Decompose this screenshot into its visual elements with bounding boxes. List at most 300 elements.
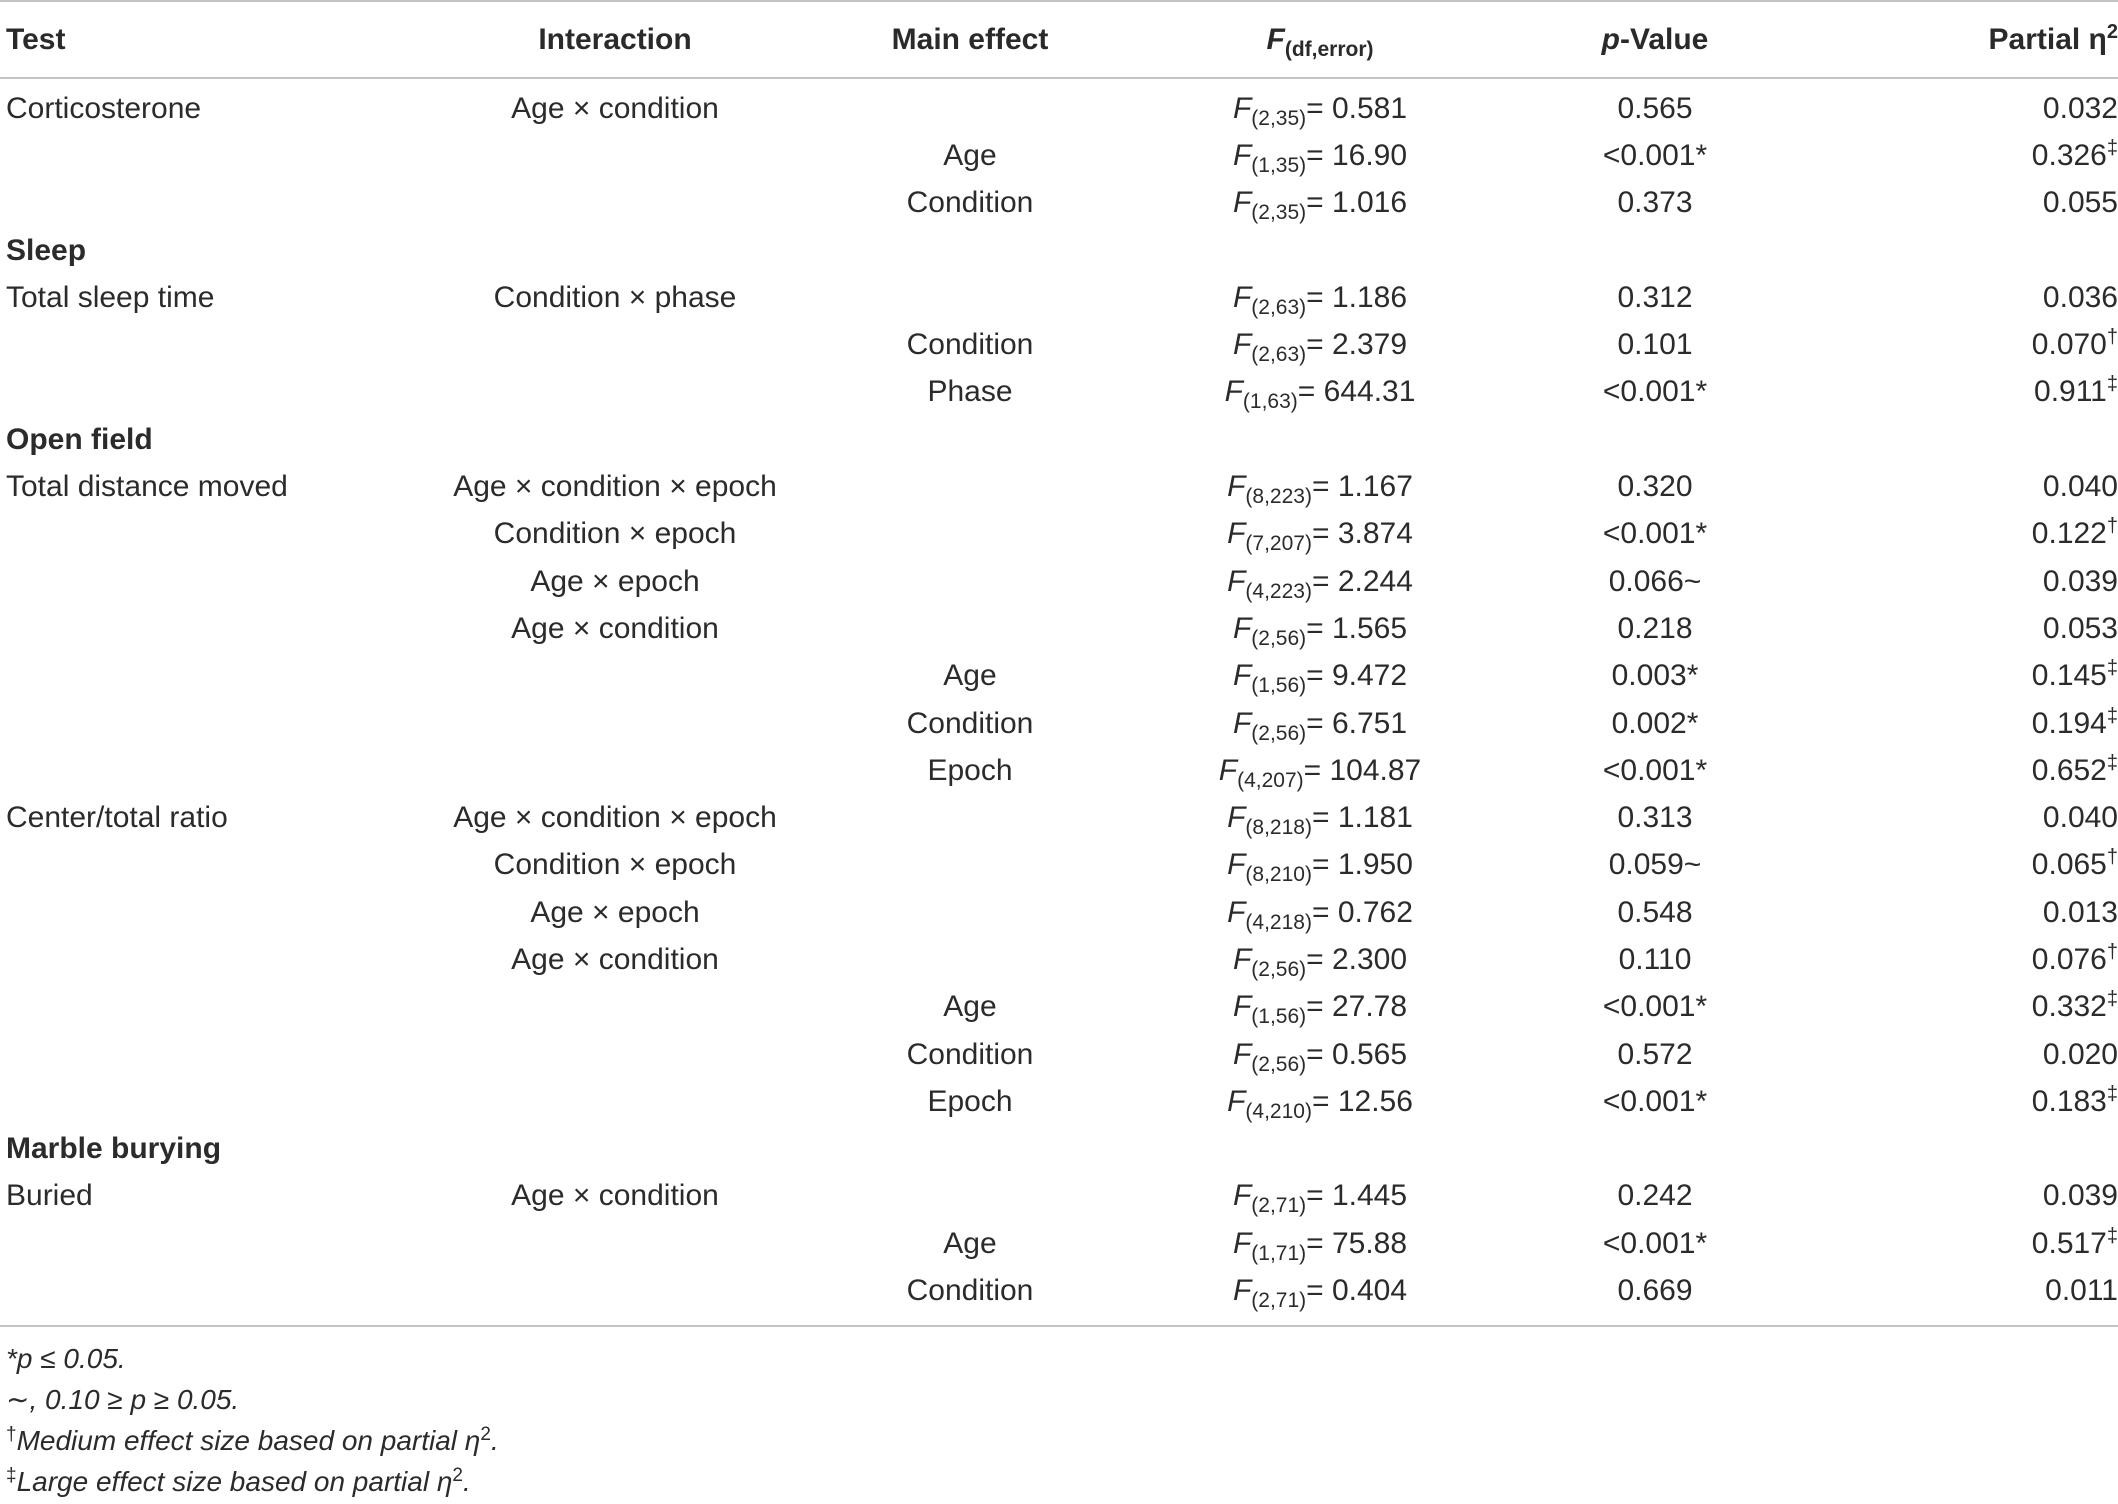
cell-interaction: Age × condition (511, 942, 719, 976)
f-letter: F (1227, 801, 1246, 835)
cell-p-value: 0.548 (1617, 895, 1693, 929)
cell-test (0, 511, 440, 558)
f-df-subscript: (2,56) (1251, 1052, 1307, 1076)
f-letter: F (1227, 1084, 1246, 1118)
cell-test (0, 1220, 440, 1267)
eta-value: 0.332 (2031, 990, 2107, 1024)
cell-partial-eta (1820, 132, 2118, 179)
cell-partial-eta (1820, 1173, 2118, 1220)
header-p-value (1490, 1, 1820, 78)
cell-p-value: <0.001* (1602, 1084, 1708, 1118)
eta-effect-mark: ‡ (2106, 657, 2118, 680)
footnote-end: . (490, 1425, 499, 1456)
cell-partial-eta (1820, 842, 2118, 889)
footnote (6, 1422, 499, 1463)
cell-p-value: <0.001* (1602, 138, 1708, 172)
f-value: = 27.78 (1306, 990, 1408, 1024)
f-df-subscript: (2,71) (1251, 1194, 1307, 1218)
cell-f-statistic (1150, 180, 1490, 227)
table-row (0, 700, 2118, 747)
cell-p-value: 0.218 (1617, 611, 1693, 645)
section-title: Sleep (6, 233, 87, 267)
cell-partial-eta (1820, 1078, 2118, 1125)
f-value: = 3.874 (1311, 517, 1413, 551)
cell-test (0, 321, 440, 368)
cell-partial-eta (1820, 1220, 2118, 1267)
section-title: Marble burying (6, 1132, 222, 1166)
cell-f-statistic (1150, 274, 1490, 321)
cell-p-value: 0.320 (1617, 470, 1693, 504)
cell-p-value: 0.373 (1617, 186, 1693, 220)
table-row (0, 78, 2118, 132)
cell-f-statistic (1150, 369, 1490, 416)
cell-partial-eta (1820, 463, 2118, 510)
eta-value: 0.070 (2031, 328, 2107, 362)
eta-effect-mark: ‡ (2106, 373, 2118, 396)
f-value: = 75.88 (1306, 1226, 1408, 1260)
cell-main-effect: Condition (906, 328, 1034, 362)
header-partial-label: Partial η (1988, 22, 2107, 56)
cell-main-effect (790, 842, 1150, 889)
f-df-subscript: (1,56) (1251, 674, 1307, 698)
cell-p-value: 0.565 (1617, 91, 1693, 125)
cell-partial-eta (1820, 1267, 2118, 1325)
cell-test (0, 369, 440, 416)
table-row (0, 463, 2118, 510)
cell-f-statistic (1150, 794, 1490, 841)
cell-main-effect: Phase (927, 375, 1013, 409)
f-letter: F (1224, 375, 1243, 409)
cell-p-value: 0.242 (1617, 1179, 1693, 1213)
eta-value: 0.039 (2042, 1179, 2118, 1213)
table-row (0, 984, 2118, 1031)
cell-partial-eta (1820, 511, 2118, 558)
cell-main-effect: Epoch (927, 753, 1013, 787)
cell-partial-eta (1820, 653, 2118, 700)
cell-f-statistic (1150, 1173, 1490, 1220)
cell-interaction: Age × condition × epoch (453, 801, 777, 835)
eta-effect-mark: † (2106, 940, 2118, 963)
f-value: = 104.87 (1303, 753, 1422, 787)
f-value: = 0.581 (1306, 91, 1408, 125)
table-row (0, 653, 2118, 700)
footnote-mark: ‡ (6, 1465, 17, 1486)
cell-test (0, 889, 440, 936)
f-df-subscript: (8,218) (1245, 816, 1312, 840)
footnote-end: . (462, 1466, 471, 1497)
table-row (0, 274, 2118, 321)
empty-cell (790, 416, 1150, 463)
table-row (0, 1220, 2118, 1267)
eta-value: 0.055 (2042, 186, 2118, 220)
table-row (0, 1267, 2118, 1325)
cell-partial-eta (1820, 936, 2118, 983)
cell-f-statistic (1150, 1220, 1490, 1267)
header-f-statistic (1150, 1, 1490, 78)
cell-test (0, 984, 440, 1031)
f-df-subscript: (2,35) (1251, 201, 1307, 225)
cell-interaction: Age × condition × epoch (453, 470, 777, 504)
cell-partial-eta (1820, 274, 2118, 321)
cell-partial-eta (1820, 78, 2118, 132)
f-df-subscript: (2,71) (1251, 1289, 1307, 1313)
eta-effect-mark: ‡ (2106, 136, 2118, 159)
f-letter: F (1232, 280, 1252, 314)
eta-value: 0.326 (2031, 138, 2107, 172)
cell-p-value: 0.101 (1617, 328, 1693, 362)
f-letter: F (1232, 1274, 1252, 1308)
cell-p-value: 0.312 (1617, 280, 1693, 314)
cell-test (0, 936, 440, 983)
eta-value: 0.145 (2031, 659, 2107, 693)
eta-value: 0.039 (2042, 564, 2118, 598)
f-df-subscript: (1,71) (1251, 1241, 1307, 1265)
cell-interaction (440, 1220, 790, 1267)
cell-main-effect (790, 78, 1150, 132)
cell-test (0, 653, 440, 700)
header-f-letter: F (1266, 22, 1285, 56)
eta-value: 0.036 (2042, 280, 2118, 314)
footnote (6, 1340, 499, 1381)
cell-partial-eta (1820, 558, 2118, 605)
f-letter: F (1232, 990, 1252, 1024)
cell-main-effect: Condition (906, 1037, 1034, 1071)
cell-partial-eta (1820, 180, 2118, 227)
cell-test (0, 842, 440, 889)
empty-cell (440, 227, 790, 274)
f-letter: F (1227, 564, 1246, 598)
cell-main-effect (790, 889, 1150, 936)
f-letter: F (1232, 1179, 1252, 1213)
f-df-subscript: (7,207) (1245, 532, 1312, 556)
eta-effect-mark: ‡ (2106, 704, 2118, 727)
empty-cell (1820, 227, 2118, 274)
cell-f-statistic (1150, 1031, 1490, 1078)
empty-cell (1150, 1126, 1490, 1173)
cell-p-value: <0.001* (1602, 375, 1708, 409)
section-row (0, 1126, 2118, 1173)
cell-interaction (440, 653, 790, 700)
f-df-subscript: (4,223) (1245, 579, 1312, 603)
eta-value: 0.032 (2042, 91, 2118, 125)
eta-value: 0.020 (2042, 1037, 2118, 1071)
header-test: Test (0, 1, 440, 78)
f-letter: F (1227, 848, 1246, 882)
cell-interaction: Condition × phase (493, 280, 737, 314)
cell-p-value: 0.066~ (1608, 564, 1702, 598)
f-df-subscript: (2,56) (1251, 626, 1307, 650)
cell-p-value: <0.001* (1602, 990, 1708, 1024)
header-f-subscript: (df,error) (1284, 37, 1374, 61)
cell-test (0, 1078, 440, 1125)
cell-p-value: 0.110 (1618, 942, 1692, 976)
cell-main-effect: Age (943, 138, 997, 172)
eta-value: 0.076 (2031, 942, 2107, 976)
f-letter: F (1232, 942, 1252, 976)
footnote (6, 1381, 499, 1422)
eta-value: 0.040 (2042, 801, 2118, 835)
cell-f-statistic (1150, 511, 1490, 558)
cell-f-statistic (1150, 558, 1490, 605)
footnote-sup: 2 (480, 1424, 491, 1445)
empty-cell (1490, 227, 1820, 274)
header-partial-eta (1820, 1, 2118, 78)
header-partial-sup: 2 (2106, 20, 2118, 43)
cell-interaction (440, 321, 790, 368)
cell-f-statistic (1150, 78, 1490, 132)
cell-p-value: <0.001* (1602, 753, 1708, 787)
eta-value: 0.013 (2042, 895, 2118, 929)
cell-partial-eta (1820, 794, 2118, 841)
cell-interaction: Age × condition (511, 611, 719, 645)
f-letter: F (1227, 470, 1246, 504)
table-row (0, 1173, 2118, 1220)
f-value: = 1.181 (1311, 801, 1413, 835)
header-row (0, 1, 2118, 78)
f-value: = 1.445 (1306, 1179, 1408, 1213)
cell-interaction (440, 369, 790, 416)
cell-f-statistic (1150, 653, 1490, 700)
cell-main-effect: Condition (906, 186, 1034, 220)
cell-main-effect (790, 274, 1150, 321)
eta-value: 0.040 (2042, 470, 2118, 504)
cell-main-effect: Age (943, 659, 997, 693)
f-letter: F (1232, 611, 1252, 645)
cell-interaction (440, 132, 790, 179)
eta-value: 0.194 (2031, 706, 2107, 740)
table-row (0, 936, 2118, 983)
cell-main-effect: Age (943, 1226, 997, 1260)
cell-test (0, 558, 440, 605)
f-value: = 12.56 (1311, 1084, 1413, 1118)
f-letter: F (1232, 706, 1252, 740)
section-title: Open field (6, 422, 153, 456)
cell-test (0, 132, 440, 179)
section-row (0, 227, 2118, 274)
f-letter: F (1227, 895, 1246, 929)
empty-cell (440, 416, 790, 463)
cell-interaction: Age × epoch (530, 895, 700, 929)
cell-interaction (440, 747, 790, 794)
cell-f-statistic (1150, 984, 1490, 1031)
table-row (0, 842, 2118, 889)
footnote-text: Medium effect size based on partial η (16, 1425, 481, 1456)
f-value: = 2.379 (1306, 328, 1408, 362)
footnote (6, 1463, 499, 1504)
cell-p-value: 0.002* (1611, 706, 1699, 740)
table-body (0, 78, 2118, 1326)
eta-value: 0.122 (2031, 517, 2107, 551)
cell-p-value: 0.003* (1611, 659, 1699, 693)
cell-interaction: Age × epoch (530, 564, 700, 598)
footnote-text: Large effect size based on partial η (16, 1466, 453, 1497)
table-header (0, 1, 2118, 78)
f-value: = 16.90 (1306, 138, 1408, 172)
f-df-subscript: (1,56) (1251, 1005, 1307, 1029)
empty-cell (1490, 1126, 1820, 1173)
eta-value: 0.911 (2034, 375, 2107, 409)
f-value: = 6.751 (1306, 706, 1408, 740)
footnote-mark: † (6, 1424, 17, 1445)
empty-cell (1820, 416, 2118, 463)
cell-partial-eta (1820, 700, 2118, 747)
eta-effect-mark: ‡ (2106, 751, 2118, 774)
cell-p-value: 0.572 (1617, 1037, 1693, 1071)
cell-interaction (440, 1031, 790, 1078)
cell-main-effect (790, 605, 1150, 652)
cell-main-effect (790, 463, 1150, 510)
cell-partial-eta (1820, 369, 2118, 416)
table-row (0, 1031, 2118, 1078)
f-df-subscript: (4,210) (1245, 1099, 1312, 1123)
cell-test: Total sleep time (6, 280, 215, 314)
eta-value: 0.652 (2031, 753, 2107, 787)
cell-interaction: Age × condition (511, 91, 719, 125)
cell-main-effect: Age (943, 990, 997, 1024)
cell-f-statistic (1150, 842, 1490, 889)
f-letter: F (1232, 186, 1252, 220)
cell-p-value: <0.001* (1602, 1226, 1708, 1260)
cell-main-effect (790, 558, 1150, 605)
f-df-subscript: (2,35) (1251, 106, 1307, 130)
empty-cell (1150, 227, 1490, 274)
table-row (0, 321, 2118, 368)
eta-value: 0.053 (2042, 611, 2118, 645)
f-df-subscript: (4,218) (1245, 910, 1312, 934)
f-value: = 1.565 (1306, 611, 1408, 645)
f-df-subscript: (8,223) (1245, 485, 1312, 509)
cell-main-effect: Epoch (927, 1084, 1013, 1118)
f-df-subscript: (8,210) (1245, 863, 1312, 887)
cell-f-statistic (1150, 889, 1490, 936)
table-row (0, 1078, 2118, 1125)
eta-effect-mark: ‡ (2106, 1224, 2118, 1247)
cell-p-value: 0.059~ (1608, 848, 1702, 882)
eta-effect-mark: ‡ (2106, 988, 2118, 1011)
eta-value: 0.011 (2045, 1274, 2118, 1308)
cell-main-effect (790, 936, 1150, 983)
table-row (0, 132, 2118, 179)
header-main-effect: Main effect (790, 1, 1150, 78)
cell-test (0, 605, 440, 652)
header-p-letter: p (1601, 22, 1620, 56)
f-value: = 1.016 (1306, 186, 1408, 220)
table-row (0, 369, 2118, 416)
cell-main-effect: Condition (906, 706, 1034, 740)
f-df-subscript: (2,63) (1251, 343, 1307, 367)
cell-interaction (440, 180, 790, 227)
empty-cell (1820, 1126, 2118, 1173)
cell-main-effect (790, 511, 1150, 558)
f-value: = 1.186 (1306, 280, 1408, 314)
f-df-subscript: (1,63) (1242, 390, 1298, 414)
cell-interaction (440, 1078, 790, 1125)
f-letter: F (1232, 659, 1252, 693)
empty-cell (440, 1126, 790, 1173)
f-value: = 2.300 (1306, 942, 1408, 976)
section-row (0, 416, 2118, 463)
f-value: = 1.167 (1311, 470, 1413, 504)
cell-main-effect: Condition (790, 1267, 1150, 1325)
cell-p-value: 0.669 (1490, 1267, 1820, 1325)
cell-test (0, 1267, 440, 1325)
eta-effect-mark: † (2106, 846, 2118, 869)
f-value: = 0.404 (1306, 1274, 1408, 1308)
f-df-subscript: (1,35) (1251, 153, 1307, 177)
cell-interaction: Condition × epoch (493, 848, 737, 882)
eta-value: 0.517 (2031, 1226, 2107, 1260)
cell-test (0, 700, 440, 747)
f-value: = 0.762 (1311, 895, 1413, 929)
cell-f-statistic (1150, 1078, 1490, 1125)
cell-test (0, 747, 440, 794)
cell-p-value: <0.001* (1602, 517, 1708, 551)
cell-partial-eta (1820, 1031, 2118, 1078)
cell-test: Total distance moved (6, 470, 288, 504)
cell-partial-eta (1820, 321, 2118, 368)
cell-partial-eta (1820, 747, 2118, 794)
eta-value: 0.065 (2031, 848, 2107, 882)
eta-value: 0.183 (2031, 1084, 2107, 1118)
cell-partial-eta (1820, 984, 2118, 1031)
cell-test (0, 1031, 440, 1078)
f-letter: F (1232, 328, 1252, 362)
f-df-subscript: (4,207) (1237, 768, 1304, 792)
cell-p-value: 0.313 (1617, 801, 1693, 835)
f-letter: F (1232, 1226, 1252, 1260)
cell-f-statistic (1150, 747, 1490, 794)
empty-cell (1490, 416, 1820, 463)
cell-interaction: Condition × epoch (493, 517, 737, 551)
f-value: = 0.565 (1306, 1037, 1408, 1071)
cell-partial-eta (1820, 889, 2118, 936)
table-row (0, 558, 2118, 605)
footnote-text: *p ≤ 0.05. (6, 1343, 126, 1374)
cell-f-statistic (1150, 321, 1490, 368)
cell-interaction (440, 1267, 790, 1325)
eta-effect-mark: ‡ (2106, 1082, 2118, 1105)
footnote-sup: 2 (452, 1465, 463, 1486)
cell-f-statistic (1150, 132, 1490, 179)
table-row (0, 889, 2118, 936)
header-interaction: Interaction (440, 1, 790, 78)
table-row (0, 794, 2118, 841)
table-row (0, 747, 2118, 794)
f-letter: F (1232, 138, 1252, 172)
f-letter: F (1232, 91, 1252, 125)
cell-test: Corticosterone (6, 91, 202, 125)
f-letter: F (1218, 753, 1238, 787)
empty-cell (790, 1126, 1150, 1173)
f-letter: F (1232, 1037, 1252, 1071)
empty-cell (1150, 416, 1490, 463)
cell-test (0, 180, 440, 227)
f-value: = 9.472 (1306, 659, 1408, 693)
f-value: = 2.244 (1311, 564, 1413, 598)
cell-interaction (440, 984, 790, 1031)
cell-f-statistic (1150, 1267, 1490, 1325)
empty-cell (790, 227, 1150, 274)
f-df-subscript: (2,56) (1251, 721, 1307, 745)
cell-interaction: Age × condition (511, 1179, 719, 1213)
table-footnotes (6, 1340, 499, 1504)
cell-f-statistic (1150, 936, 1490, 983)
cell-partial-eta (1820, 605, 2118, 652)
cell-test: Center/total ratio (6, 801, 228, 835)
cell-main-effect (790, 1173, 1150, 1220)
f-df-subscript: (2,56) (1251, 957, 1307, 981)
header-p-rest: -Value (1619, 22, 1709, 56)
